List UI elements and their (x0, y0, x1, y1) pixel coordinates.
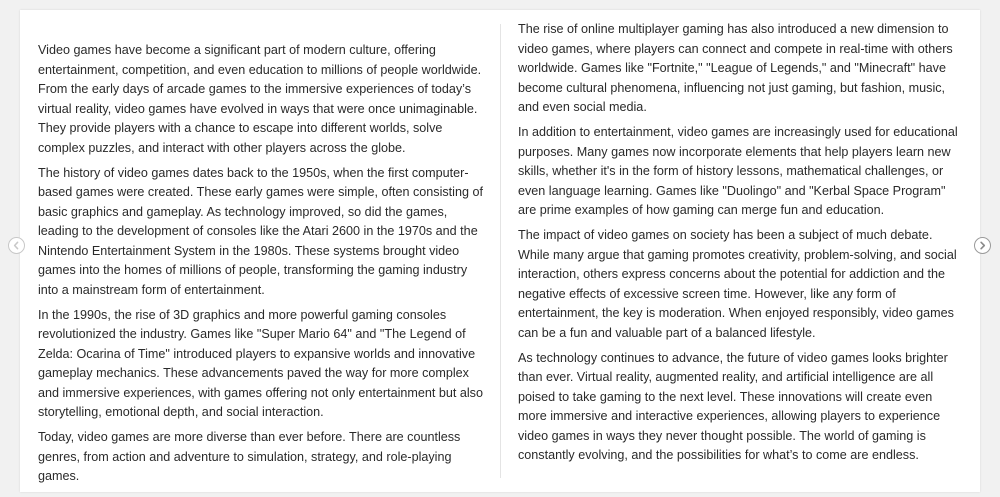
paragraph: Today, video games are more diverse than ever before. There are countless genres, from action and adventure to simulation, strategy, and role-playing games. (38, 430, 461, 483)
next-page-button[interactable] (974, 237, 991, 254)
paragraph: The impact of video games on society has been a subject of much debate. While many argue that gaming promotes creativity, problem-solving, and social interaction, others express concerns about the potential for addiction and the negative effects of excessive screen time. However, like any form of entertainment, the key is moderation. When enjoyed responsibly, video games can be a fun and valuable part of a balanced lifestyle. (518, 228, 957, 340)
page-spread (20, 10, 980, 492)
left-page (20, 10, 500, 492)
right-page (500, 10, 980, 492)
paragraph: The history of video games dates back to the 1950s, when the first computer-based games were created. These early games were simple, often consisting of basic graphics and gameplay. As technology improved, so did the games, leading to the development of consoles like the Atari 2600 in the 1970s and the Nintendo Entertainment System in the 1980s. These systems brought video games into the homes of millions of people, transforming the gaming industry into a mainstream form of entertainment. (38, 165, 483, 297)
previous-page-button[interactable] (8, 237, 25, 254)
paragraph: In the 1990s, the rise of 3D graphics and more powerful gaming consoles revolutionized the industry. Games like "Super Mario 64" and "The Legend of Zelda: Ocarina of Time" introduced players to expansive worlds and innovative gameplay mechanics. These advancements paved the way for more complex and immersive experiences, with games offering not only entertainment but also storytelling, emotional depth, and social interaction. (38, 307, 483, 419)
chevron-left-icon (9, 238, 24, 253)
paragraph: Video games have become a significant part of modern culture, offering entertainment, competition, and even education to millions of people worldwide. From the early days of arcade games to the immersive experiences of today’s virtual reality, video games have evolved in ways that were once unimaginable. They provide players with a chance to escape into different worlds, solve complex puzzles, and interact with other players across the globe. (38, 43, 482, 155)
paragraph: As technology continues to advance, the future of video games looks brighter than ever. Virtual reality, augmented reality, and artificial intelligence are all poised to take gaming to the next level. These innovations will create even more immersive and interactive experiences, allowing players to experience video games in ways they never thought possible. The world of gaming is constantly evolving, and the possibilities for what’s to come are endless. (518, 350, 948, 462)
paragraph: In addition to entertainment, video games are increasingly used for educational purposes. Many games now incorporate elements that help players learn new skills, whether it's in the form of history lessons, mathematical challenges, or even language learning. Games like "Duolingo" and "Kerbal Space Program" are prime examples of how gaming can merge fun and education. (518, 125, 958, 217)
paragraph: The rise of online multiplayer gaming has also introduced a new dimension to video games, where players can connect and compete in real-time with others worldwide. Games like "Fortnite," "League of Legends," and "Minecraft" have become cultural phenomena, influencing not just gaming, but fashion, music, and even social media. (518, 22, 953, 114)
chevron-right-icon (975, 238, 990, 253)
